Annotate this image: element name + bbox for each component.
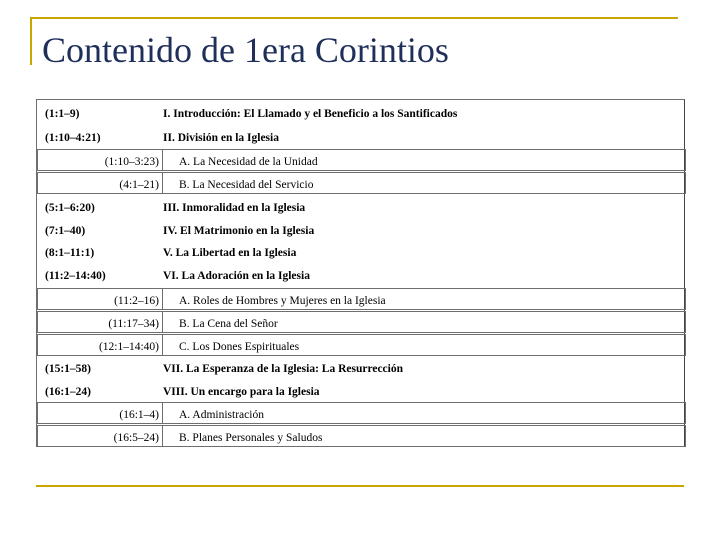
outline-section-row bbox=[37, 357, 686, 379]
outline-subsection-row bbox=[37, 149, 686, 171]
outline-heading: B. La Cena del Señor bbox=[179, 318, 278, 330]
outline-heading: VIII. Un encargo para la Iglesia bbox=[163, 386, 320, 398]
outline-reference: (15:1–58) bbox=[45, 363, 91, 375]
outline-reference: (16:5–24) bbox=[113, 432, 159, 444]
outline-section-row bbox=[37, 241, 686, 263]
outline-section-row bbox=[37, 102, 686, 124]
outline-heading: C. Los Dones Espirituales bbox=[179, 341, 300, 353]
outline-section-row bbox=[37, 264, 686, 286]
outline-column-divider bbox=[162, 403, 163, 423]
outline-reference: (16:1–24) bbox=[45, 386, 91, 398]
outline-column-divider bbox=[162, 173, 163, 193]
outline-section-row bbox=[37, 219, 686, 241]
outline-heading: B. Planes Personales y Saludos bbox=[179, 432, 323, 444]
outline-column-divider bbox=[162, 335, 163, 355]
outline-section-row bbox=[37, 196, 686, 218]
outline-subsection-row bbox=[37, 334, 686, 356]
outline-table bbox=[36, 99, 685, 447]
outline-heading: A. La Necesidad de la Unidad bbox=[179, 156, 318, 168]
outline-heading: I. Introducción: El Llamado y el Beneficio a los Santificados bbox=[163, 108, 458, 120]
outline-subsection-row bbox=[37, 425, 686, 447]
page-title: Contenido de 1era Corintios bbox=[42, 30, 449, 70]
outline-reference: (5:1–6:20) bbox=[45, 202, 95, 214]
outline-heading: V. La Libertad en la Iglesia bbox=[163, 247, 297, 259]
outline-column-divider bbox=[162, 426, 163, 446]
outline-reference: (11:2–16) bbox=[114, 295, 159, 307]
outline-subsection-row bbox=[37, 288, 686, 310]
outline-section-row bbox=[37, 126, 686, 148]
outline-column-divider bbox=[162, 150, 163, 170]
outline-heading: A. Administración bbox=[179, 409, 264, 421]
outline-heading: VI. La Adoración en la Iglesia bbox=[163, 270, 310, 282]
outline-reference: (11:2–14:40) bbox=[45, 270, 106, 282]
outline-subsection-row bbox=[37, 402, 686, 424]
outline-heading: A. Roles de Hombres y Mujeres en la Iglesia bbox=[179, 295, 386, 307]
outline-reference: (1:10–3:23) bbox=[104, 156, 159, 168]
outline-heading: IV. El Matrimonio en la Iglesia bbox=[163, 225, 315, 237]
outline-reference: (1:10–4:21) bbox=[45, 132, 101, 144]
frame-left-line bbox=[30, 17, 32, 65]
outline-reference: (1:1–9) bbox=[45, 108, 80, 120]
frame-top-line bbox=[30, 17, 678, 19]
outline-reference: (12:1–14:40) bbox=[98, 341, 159, 353]
outline-subsection-row bbox=[37, 311, 686, 333]
outline-reference: (8:1–11:1) bbox=[45, 247, 95, 259]
outline-heading: II. División en la Iglesia bbox=[163, 132, 279, 144]
outline-section-row bbox=[37, 380, 686, 402]
outline-reference: (4:1–21) bbox=[119, 179, 159, 191]
outline-heading: B. La Necesidad del Servicio bbox=[179, 179, 314, 191]
outline-subsection-row bbox=[37, 172, 686, 194]
outline-column-divider bbox=[162, 312, 163, 332]
frame-bottom-line bbox=[36, 485, 684, 487]
outline-heading: III. Inmoralidad en la Iglesia bbox=[163, 202, 306, 214]
outline-reference: (16:1–4) bbox=[119, 409, 159, 421]
outline-reference: (11:17–34) bbox=[108, 318, 159, 330]
outline-reference: (7:1–40) bbox=[45, 225, 86, 237]
outline-heading: VII. La Esperanza de la Iglesia: La Resurrección bbox=[163, 363, 404, 375]
outline-column-divider bbox=[162, 289, 163, 309]
